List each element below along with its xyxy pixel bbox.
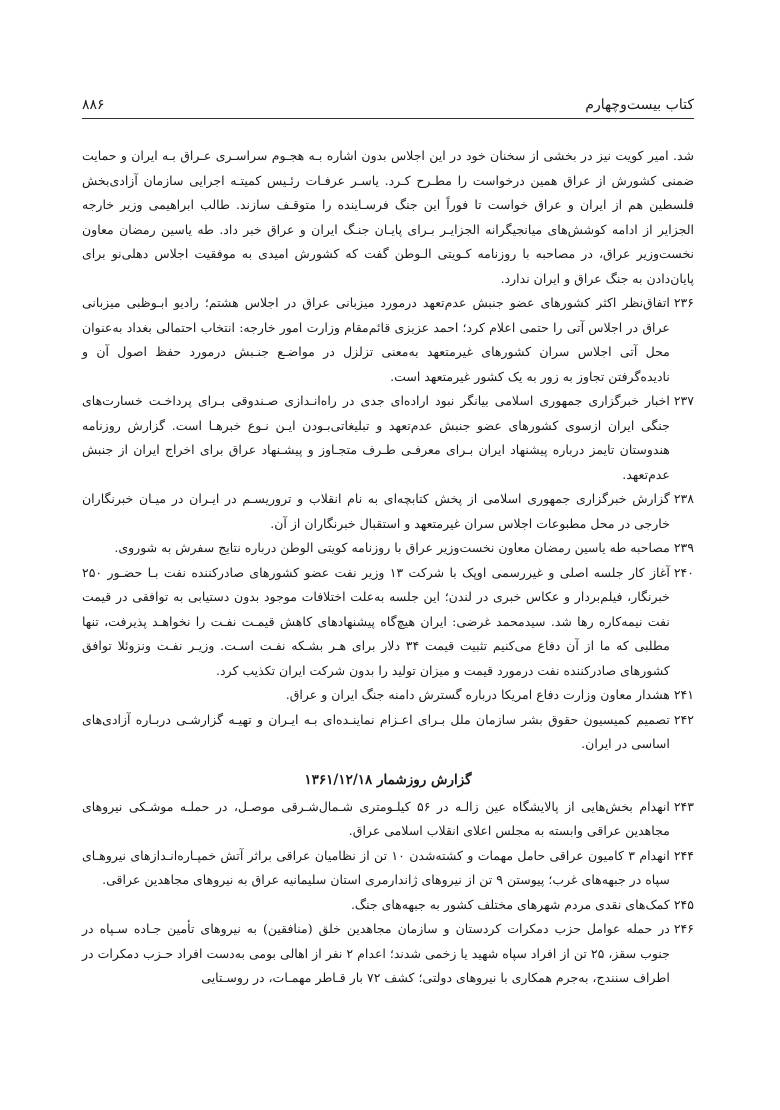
list-item xyxy=(82,291,694,389)
header-rule xyxy=(82,118,694,119)
item-text: هشدار معاون وزارت دفاع امریکا درباره گسترش دامنه جنگ ایران و عراق. xyxy=(285,687,670,702)
item-text: کمک‌های نقدی مردم شهرهای مختلف کشور به جبهه‌های جنگ. xyxy=(350,896,670,912)
intro-paragraph: شد. امیر کویت نیز در بخشی از سخنان خود در این اجلاس بدون اشاره بـه هجـوم سراسـری عـراق بـه ایران و حمایت ضمنی کشورش از عراق همین درخواست را مطـرح کـرد. یاسـر عرفـات رئـیس کمیتـه اجرایی سازمان آزادی‌بخش فلسطین هم از ایران و عراق خواست تا فوراً این جنگ فرسـاینده را متوقـف سازند. طالب ابراهیمی وزیر خارجه الجزایر از ادامه کوشش‌های میانجیگرانه الجزایـر بـرای پایـان جنـگ ایران و عراق خبر داد. طه یاسین رمضان معاون نخست‌وزیر عراق، در مصاحبه با روزنامه کـویتی الـوطن گفت که کشورش امیدی به موفقیت اجلاس دهلی‌نو برای پایان‌دادن به جنگ عراق و ایران ندارد. xyxy=(82,148,694,286)
item-text: انهدام ۳ کامیون عراقی حامل مهمات و کشته‌شدن ۱۰ تن از نظامیان عراقی براثر آتش خمپـاره‌انـدازهای نیروهـای سپاه در جبهه‌های غرب؛ پیوستن ۹ تن از نیروهای ژاندارمری استان سلیمانیه عراق به نیروهای مجاهدین عراقی. xyxy=(82,847,670,887)
item-text: مصاحبه طه یاسین رمضان معاون نخست‌وزیر عراق با روزنامه کویتی الوطن درباره نتایج سفرش به شوروی. xyxy=(114,540,670,555)
list-item xyxy=(82,487,694,536)
item-number: ۲۳۹ xyxy=(673,540,694,555)
item-number: ۲۳۷ xyxy=(673,393,694,408)
item-number: ۲۴۲ xyxy=(673,711,694,727)
list-item xyxy=(82,561,694,684)
item-number: ۲۴۴ xyxy=(673,847,694,863)
item-text: انهدام بخش‌هایی از پالایشگاه عین زالـه در ۵۶ کیلـومتری شـمال‌شـرقی موصـل، در حملـه موشـکی نیروهای مجاهدین عراقی وابسته به مجلس اعلای انقلاب اسلامی عراق. xyxy=(82,798,670,838)
list-item xyxy=(82,683,694,708)
item-number: ۲۳۸ xyxy=(673,491,694,506)
list-item xyxy=(82,536,694,561)
running-header xyxy=(82,86,694,116)
list-item xyxy=(82,893,694,918)
item-list-a xyxy=(82,291,694,757)
page-number: ۸۸۶ xyxy=(82,97,105,113)
item-number: ۲۳۶ xyxy=(673,295,694,310)
book-title: کتاب بیست‌وچهارم xyxy=(585,97,694,113)
item-text: گزارش خبرگزاری جمهوری اسلامی از پخش کتابچه‌ای به نام انقلاب و تروریسـم در ایـران در میـان خبرنگاران خارجی در محل مطبوعات اجلاس سران غیرمتعهد و استقبال خبرنگاران از آن. xyxy=(82,491,670,531)
item-text: در حمله عوامل حزب دمکرات کردستان و سازمان مجاهدین خلق (منافقین) به نیروهای تأمین جـاده سـپاه در جنوب سقز، ۲۵ تن از افراد سپاه شهید یا زخمی شدند؛ اعدام ۲ نفر از اهالی بومی به‌دست افراد حـزب دمکرات در اطراف سنندج، به‌جرم همکاری با نیروهای دولتی؛ کشف ۷۲ بار قـاطر مهمـات، در روسـتایی xyxy=(82,921,670,985)
section-title: گزارش روزشمار ۱۳۶۱/۱۲/۱۸ xyxy=(304,771,472,788)
item-number: ۲۴۵ xyxy=(673,896,694,912)
item-number: ۲۴۰ xyxy=(673,564,694,580)
item-number: ۲۴۶ xyxy=(673,921,694,936)
item-text: آغاز کار جلسه اصلی و غیررسمی اوپک با شرکت ۱۳ وزیر نفت عضو کشورهای صادرکننده نفت بـا حضـور ۲۵۰ خبرنگار، فیلم‌بردار و عکاس خبری در لندن؛ این جلسه به‌علت اختلافات موجود بدون دستیابی به توافقی در قیمت نفت نیمه‌کاره رها شد. سیدمحمد غرضی: ایران هیچ‌گاه پیشنهادهای کاهش قیمـت نفـت را نخواهـد پذیرفت، تنها مطلبی که ما از آن دفاع می‌کنیم تثبیت قیمت ۳۴ دلار برای هـر بشـکه نفـت اسـت. وزیـر نفـت ونزوئلا توافق کشورهای صادرکننده نفت درمورد قیمت و میزان تولید را بدون شرکت ایران تکذیب کرد. xyxy=(82,564,670,678)
body-text xyxy=(82,144,694,991)
list-item xyxy=(82,795,694,844)
item-list-b xyxy=(82,795,694,991)
item-text: اتفاق‌نظر اکثر کشورهای عضو جنبش عدم‌تعهد درمورد میزبانی عراق در اجلاس هشتم؛ رادیو ابـوظبی میزبانی عراق در اجلاس آتی را حتمی اعلام کرد؛ احمد عزیزی قائم‌مقام وزارت امور خارجه: انتخاب احتمالی بغداد به‌عنوان محل آتی اجلاس سران کشورهای غیرمتعهد به‌معنی تزلزل در مواضـع جنـبش درمورد حفظ اصول آن و نادیده‌گرفتن تجاوز به زور به یک کشور غیرمتعهد است. xyxy=(82,295,670,384)
list-item xyxy=(82,708,694,757)
item-text: تصمیم کمیسیون حقوق بشر سازمان ملل بـرای اعـزام نماینـده‌ای بـه ایـران و تهیـه گزارشـی دربـاره آزادی‌های اساسی در ایران. xyxy=(82,711,670,751)
item-text: اخبار خبرگزاری جمهوری اسلامی بیانگر نبود اراده‌ای جدی در راه‌انـدازی صـندوقی بـرای پرداخـت خسارت‌های جنگی ایران ازسوی کشورهای عضو جنبش عدم‌تعهد و تبلیغاتی‌بـودن ایـن نـوع خبرهـا است. گزارش روزنامه هندوستان تایمز درباره پیشنهاد ایران بـرای معرفـی طـرف متجـاوز و پیشـنهاد عراق برای اخراج ایران از جنبش عدم‌تعهد. xyxy=(82,393,670,482)
list-item xyxy=(82,917,694,991)
item-number: ۲۴۱ xyxy=(673,687,694,702)
list-item xyxy=(82,844,694,893)
list-item xyxy=(82,389,694,487)
item-number: ۲۴۳ xyxy=(673,798,694,814)
